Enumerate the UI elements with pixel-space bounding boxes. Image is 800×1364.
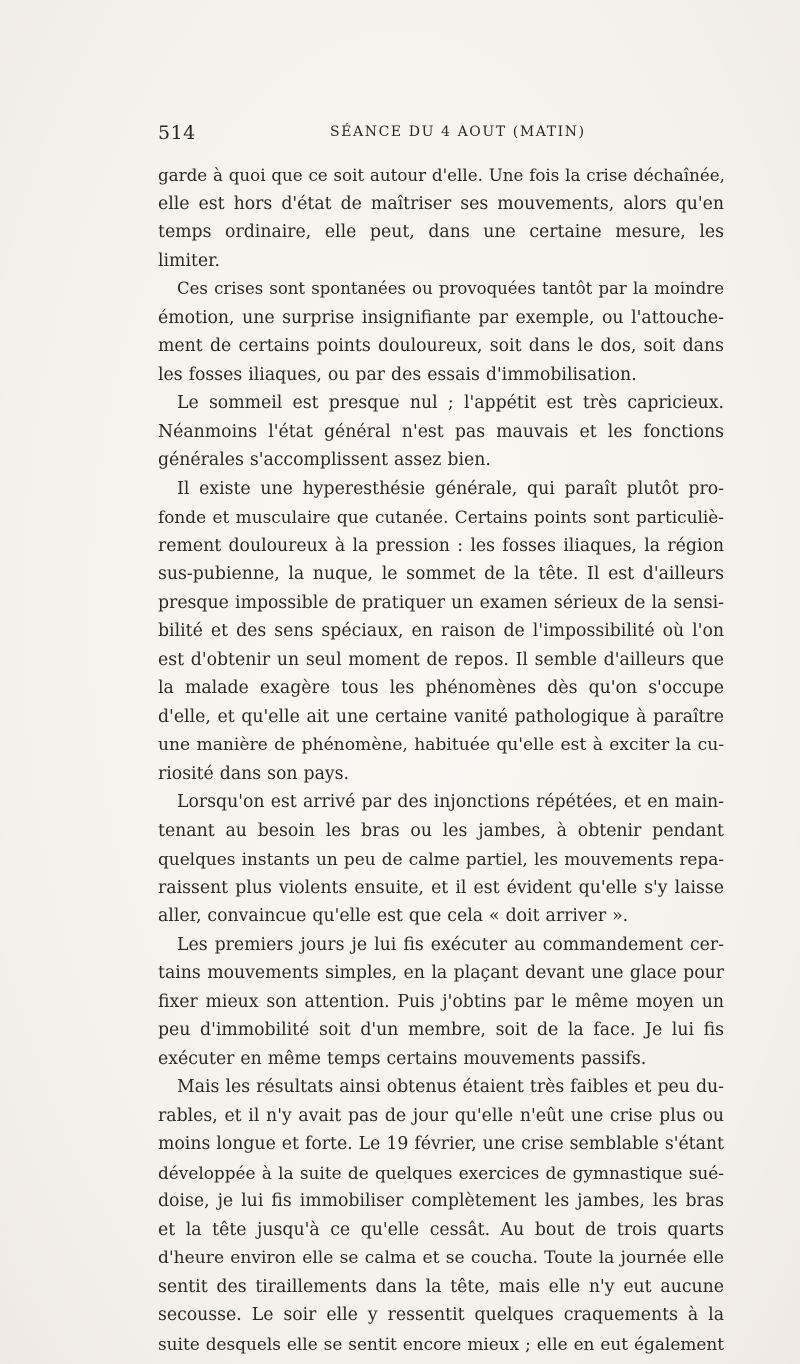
text-line: garde à quoi que ce soit autour d'elle. Une fois la crise déchaînée, bbox=[158, 165, 725, 185]
text-line: d'heure environ elle se calma et se coucha. Toute la journée elle bbox=[158, 1248, 724, 1268]
text-line: bilité et des sens spéciaux, en raison de l'impossibilité où l'on bbox=[158, 621, 724, 641]
text-line: fonde et musculaire que cutanée. Certains points sont particuliè- bbox=[158, 507, 724, 527]
text-line: aller, convaincue qu'elle est que cela « doit arriver ». bbox=[158, 906, 629, 926]
text-line: sentit des tiraillements dans la tête, mais elle n'y eut aucune bbox=[158, 1276, 724, 1297]
text-line: la malade exagère tous les phénomènes dès qu'on s'occupe bbox=[158, 678, 724, 698]
text-line: une manière de phénomène, habituée qu'elle est à exciter la cu- bbox=[158, 735, 724, 755]
text-line: Ces crises sont spontanées ou provoquées tantôt par la moindre bbox=[177, 279, 724, 298]
text-line: tenant au besoin les bras ou les jambes, à obtenir pendant bbox=[158, 820, 724, 841]
text-line: tains mouvements simples, en la plaçant devant une glace pour bbox=[158, 963, 724, 983]
text-line: elle est hors d'état de maîtriser ses mouvements, alors qu'en bbox=[158, 193, 724, 214]
page-number: 514 bbox=[158, 122, 196, 144]
text-line: fixer mieux son attention. Puis j'obtins par le même moyen un bbox=[158, 991, 724, 1012]
text-line: presque impossible de pratiquer un examen sérieux de la sensi- bbox=[158, 592, 724, 613]
running-title: SÉANCE DU 4 AOUT (MATIN) bbox=[330, 124, 586, 140]
text-line: limiter. bbox=[158, 250, 220, 271]
text-line: rement douloureux à la pression : les fosses iliaques, la région bbox=[158, 535, 724, 556]
page-header bbox=[158, 122, 734, 150]
text-line: exécuter en même temps certains mouvements passifs. bbox=[158, 1048, 647, 1069]
text-line: Il existe une hyperesthésie générale, qui paraît plutôt pro- bbox=[177, 478, 724, 499]
text-line: doise, je lui fis immobiliser complètement les jambes, les bras bbox=[158, 1191, 724, 1211]
text-line: Néanmoins l'état général n'est pas mauvais et les fonctions bbox=[158, 421, 724, 442]
text-line: raissent plus violents ensuite, et il est évident qu'elle s'y laisse bbox=[158, 877, 724, 898]
text-line: temps ordinaire, elle peut, dans une certaine mesure, les bbox=[158, 222, 724, 242]
text-line: Le sommeil est presque nul ; l'appétit est très capricieux. bbox=[177, 393, 724, 413]
text-line: moins longue et forte. Le 19 février, une crise semblable s'étant bbox=[158, 1134, 724, 1154]
text-line: développée à la suite de quelques exercices de gymnastique sué- bbox=[158, 1162, 724, 1183]
text-line: riosité dans son pays. bbox=[158, 763, 349, 784]
text-line: Lorsqu'on est arrivé par des injonctions répétées, et en main- bbox=[177, 792, 724, 812]
text-line: suite desquels elle se sentit encore mieux ; elle en eut également bbox=[158, 1333, 724, 1354]
text-line: les fosses iliaques, ou par des essais d'immobilisation. bbox=[158, 364, 637, 385]
text-line: générales s'accomplissent assez bien. bbox=[158, 450, 491, 470]
text-line: secousse. Le soir elle y ressentit quelques craquements à la bbox=[158, 1305, 724, 1325]
text-line: Mais les résultats ainsi obtenus étaient très faibles et peu du- bbox=[177, 1077, 724, 1097]
text-line: quelques instants un peu de calme partiel, les mouvements repa- bbox=[158, 849, 724, 869]
text-line: ment de certains points douloureux, soit dans le dos, soit dans bbox=[158, 336, 724, 356]
text-line: émotion, une surprise insignifiante par exemple, ou l'attouche- bbox=[158, 307, 724, 328]
text-line: sus-pubienne, la nuque, le sommet de la tête. Il est d'ailleurs bbox=[158, 564, 724, 584]
text-line: peu d'immobilité soit d'un membre, soit de la face. Je lui fis bbox=[158, 1020, 724, 1040]
text-line: est d'obtenir un seul moment de repos. Il semble d'ailleurs que bbox=[158, 649, 724, 670]
text-line: Les premiers jours je lui fis exécuter au commandement cer- bbox=[177, 934, 724, 955]
text-line: d'elle, et qu'elle ait une certaine vanité pathologique à paraître bbox=[158, 706, 724, 727]
text-line: rables, et il n'y avait pas de jour qu'elle n'eût une crise plus ou bbox=[158, 1105, 724, 1126]
text-line: et la tête jusqu'à ce qu'elle cessât. Au bout de trois quarts bbox=[158, 1219, 724, 1240]
body-text bbox=[158, 161, 724, 1358]
